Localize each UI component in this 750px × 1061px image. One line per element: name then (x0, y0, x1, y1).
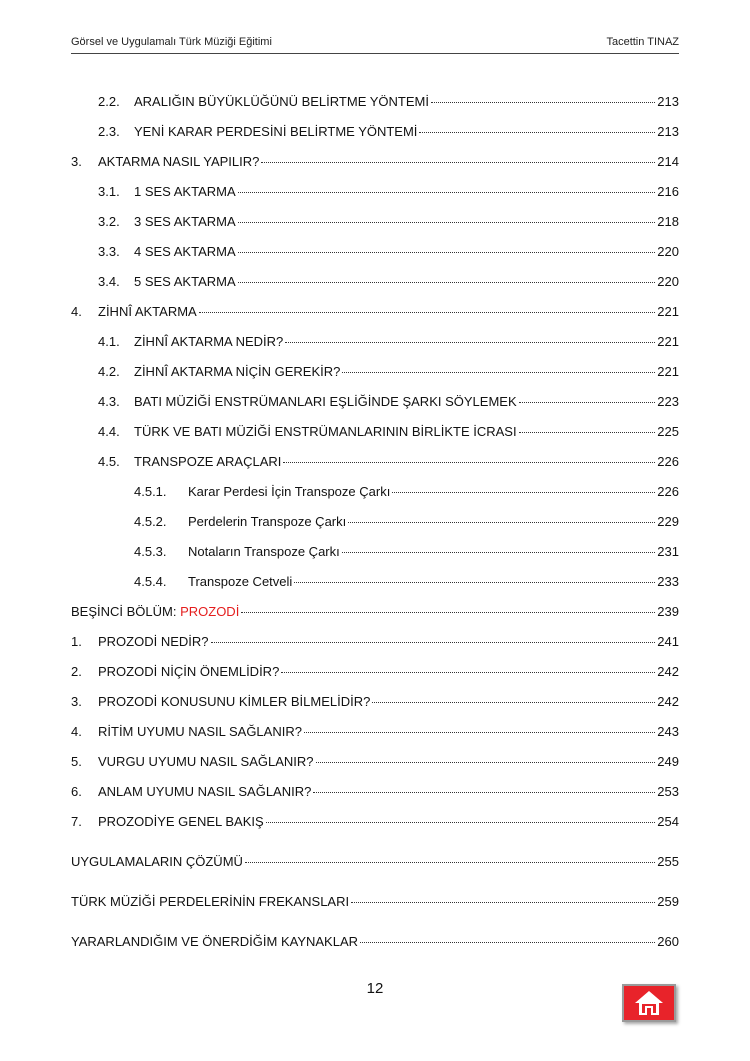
toc-entry-title: ZİHNÎ AKTARMA NEDİR? (134, 334, 284, 349)
toc-entry-page: 225 (657, 424, 679, 439)
toc-entry[interactable] (71, 887, 679, 917)
toc-entry-title: ZİHNÎ AKTARMA NİÇİN GEREKİR? (134, 364, 341, 379)
toc-entry-number: 7. (71, 814, 82, 829)
toc-entry-number: 3.2. (98, 214, 120, 229)
toc-entry-number: 4.5.3. (134, 544, 167, 559)
toc-entry-title: TÜRK VE BATI MÜZİĞİ ENSTRÜMANLARININ BİRLİKTE İCRASI (134, 424, 517, 439)
toc-dot-leader (342, 552, 656, 553)
toc-entry-number: 4.3. (98, 394, 120, 409)
toc-entry-number: 2. (71, 664, 82, 679)
page-number: 12 (366, 980, 384, 997)
toc-entry-number: 4.1. (98, 334, 120, 349)
toc-dot-leader (313, 792, 655, 793)
toc-entry[interactable] (71, 747, 679, 777)
toc-entry-number: 6. (71, 784, 82, 799)
toc-dot-leader (211, 642, 656, 643)
toc-dot-leader (372, 702, 655, 703)
toc-entry-page: 220 (657, 244, 679, 259)
toc-entry[interactable] (71, 927, 679, 957)
toc-entry[interactable] (71, 117, 679, 147)
toc-entry[interactable] (71, 387, 679, 417)
toc-entry-title: 4 SES AKTARMA (134, 244, 236, 259)
toc-entry[interactable] (71, 717, 679, 747)
toc-entry-page: 221 (657, 304, 679, 319)
toc-dot-leader (342, 372, 655, 373)
toc-entry-page: 254 (657, 814, 679, 829)
toc-entry-title: PROZODİ NİÇİN ÖNEMLİDİR? (98, 664, 280, 679)
toc-entry-title: PROZODİ KONUSUNU KİMLER BİLMELİDİR? (98, 694, 371, 709)
toc-dot-leader (348, 522, 655, 523)
toc-entry-title: UYGULAMALARIN ÇÖZÜMÜ (71, 854, 243, 869)
toc-entry-number: 3. (71, 154, 82, 169)
toc-entry-title: AKTARMA NASIL YAPILIR? (98, 154, 260, 169)
toc-dot-leader (283, 462, 655, 463)
toc-entry-page: 242 (657, 664, 679, 679)
toc-entry[interactable] (71, 87, 679, 117)
page-header (71, 36, 679, 54)
toc-entry-number: 4.5.2. (134, 514, 167, 529)
toc-dot-leader (431, 102, 655, 103)
toc-entry-title: PROZODİ (180, 604, 240, 619)
toc-entry[interactable] (71, 147, 679, 177)
toc-entry-number: 4.2. (98, 364, 120, 379)
toc-dot-leader (238, 252, 656, 253)
toc-entry[interactable] (71, 627, 679, 657)
toc-entry-page: 233 (657, 574, 679, 589)
toc-entry-title: 1 SES AKTARMA (134, 184, 236, 199)
toc-entry[interactable] (71, 297, 679, 327)
toc-dot-leader (285, 342, 655, 343)
toc-entry-number: 4.4. (98, 424, 120, 439)
toc-entry-number: 4.5.4. (134, 574, 167, 589)
toc-entry-page: 253 (657, 784, 679, 799)
toc-entry-title: ZİHNÎ AKTARMA (98, 304, 197, 319)
toc-entry-page: 214 (657, 154, 679, 169)
toc-entry-number: 3. (71, 694, 82, 709)
toc-entry[interactable] (71, 847, 679, 877)
toc-entry[interactable] (71, 507, 679, 537)
toc-entry[interactable] (71, 327, 679, 357)
toc-entry-number: 3.4. (98, 274, 120, 289)
toc-dot-leader (241, 612, 655, 613)
toc-dot-leader (316, 762, 656, 763)
toc-entry[interactable] (71, 477, 679, 507)
toc-dot-leader (519, 432, 656, 433)
toc-entry-title: PROZODİYE GENEL BAKIŞ (98, 814, 264, 829)
toc-entry-title: ANLAM UYUMU NASIL SAĞLANIR? (98, 784, 312, 799)
toc-entry[interactable] (71, 267, 679, 297)
toc-entry[interactable] (71, 417, 679, 447)
toc-entry-title: Notaların Transpoze Çarkı (188, 544, 340, 559)
toc-entry-page: 213 (657, 94, 679, 109)
toc-entry-page: 223 (657, 394, 679, 409)
toc-dot-leader (419, 132, 655, 133)
toc-entry[interactable] (71, 237, 679, 267)
toc-entry-page: 255 (657, 854, 679, 869)
header-author: Tacettin TINAZ (606, 36, 679, 48)
toc-entry[interactable] (71, 777, 679, 807)
toc-entry-page: 260 (657, 934, 679, 949)
toc-entry[interactable] (71, 657, 679, 687)
toc-entry[interactable] (71, 567, 679, 597)
toc-entry-page: 231 (657, 544, 679, 559)
toc-entry-page: 221 (657, 334, 679, 349)
toc-entry[interactable] (71, 357, 679, 387)
toc-entry-title: 3 SES AKTARMA (134, 214, 236, 229)
home-button[interactable] (622, 984, 676, 1022)
toc-entry-title: YENİ KARAR PERDESİNİ BELİRTME YÖNTEMİ (134, 124, 418, 139)
toc-entry-number: 2.2. (98, 94, 120, 109)
toc-entry-page: 241 (657, 634, 679, 649)
toc-entry-page: 221 (657, 364, 679, 379)
toc-entry-number: 3.1. (98, 184, 120, 199)
toc-entry-number: 4. (71, 304, 82, 319)
toc-dot-leader (519, 402, 656, 403)
toc-entry-number: 4.5.1. (134, 484, 167, 499)
toc-entry[interactable] (71, 207, 679, 237)
toc-dot-leader (351, 902, 655, 903)
toc-entry[interactable] (71, 537, 679, 567)
toc-entry-page: 226 (657, 454, 679, 469)
home-icon (633, 989, 665, 1017)
toc-entry-page: 243 (657, 724, 679, 739)
toc-entry-page: 259 (657, 894, 679, 909)
toc-entry-page: 229 (657, 514, 679, 529)
toc-entry-number: 3.3. (98, 244, 120, 259)
toc-entry-page: 239 (657, 604, 679, 619)
toc-entry-title: Perdelerin Transpoze Çarkı (188, 514, 347, 529)
toc-dot-leader (281, 672, 655, 673)
toc-dot-leader (392, 492, 655, 493)
toc-dot-leader (199, 312, 656, 313)
toc-dot-leader (304, 732, 655, 733)
toc-entry-number: 4. (71, 724, 82, 739)
toc-entry-page: 249 (657, 754, 679, 769)
toc-dot-leader (238, 192, 656, 193)
toc-entry-title: Karar Perdesi İçin Transpoze Çarkı (188, 484, 391, 499)
toc-entry-title: RİTİM UYUMU NASIL SAĞLANIR? (98, 724, 302, 739)
toc-dot-leader (238, 282, 656, 283)
toc-dot-leader (245, 862, 655, 863)
toc-entry[interactable] (71, 177, 679, 207)
toc-entry-page: 218 (657, 214, 679, 229)
header-book-title: Görsel ve Uygulamalı Türk Müziği Eğitimi (71, 36, 272, 48)
toc-entry-page: 220 (657, 274, 679, 289)
toc-dot-leader (266, 822, 656, 823)
toc-entry-title: TÜRK MÜZİĞİ PERDELERİNİN FREKANSLARI (71, 894, 350, 909)
toc-entry-title: PROZODİ NEDİR? (98, 634, 209, 649)
toc-entry-page: 216 (657, 184, 679, 199)
toc-entry[interactable] (71, 447, 679, 477)
toc-dot-leader (360, 942, 655, 943)
toc-entry-page: 226 (657, 484, 679, 499)
toc-entry-title: 5 SES AKTARMA (134, 274, 236, 289)
toc-entry-title: VURGU UYUMU NASIL SAĞLANIR? (98, 754, 314, 769)
toc-entry-page: 213 (657, 124, 679, 139)
toc-entry-number: 2.3. (98, 124, 120, 139)
toc-entry[interactable] (71, 687, 679, 717)
toc-dot-leader (261, 162, 655, 163)
toc-entry-title: ARALIĞIN BÜYÜKLÜĞÜNÜ BELİRTME YÖNTEMİ (134, 94, 429, 109)
table-of-contents (71, 87, 679, 957)
toc-dot-leader (294, 582, 655, 583)
toc-entry[interactable] (71, 807, 679, 837)
toc-entry-title: BATI MÜZİĞİ ENSTRÜMANLARI EŞLİĞİNDE ŞARKI SÖYLEMEK (134, 394, 517, 409)
toc-chapter-label: BEŞİNCİ BÖLÜM: (71, 604, 181, 619)
toc-entry-title: YARARLANDIĞIM VE ÖNERDİĞİM KAYNAKLAR (71, 934, 359, 949)
toc-entry-number: 5. (71, 754, 82, 769)
toc-entry-title: Transpoze Cetveli (188, 574, 293, 589)
toc-entry-page: 242 (657, 694, 679, 709)
toc-entry-number: 1. (71, 634, 82, 649)
toc-entry[interactable] (71, 597, 679, 627)
toc-dot-leader (238, 222, 656, 223)
toc-entry-number: 4.5. (98, 454, 120, 469)
toc-entry-title: TRANSPOZE ARAÇLARI (134, 454, 282, 469)
